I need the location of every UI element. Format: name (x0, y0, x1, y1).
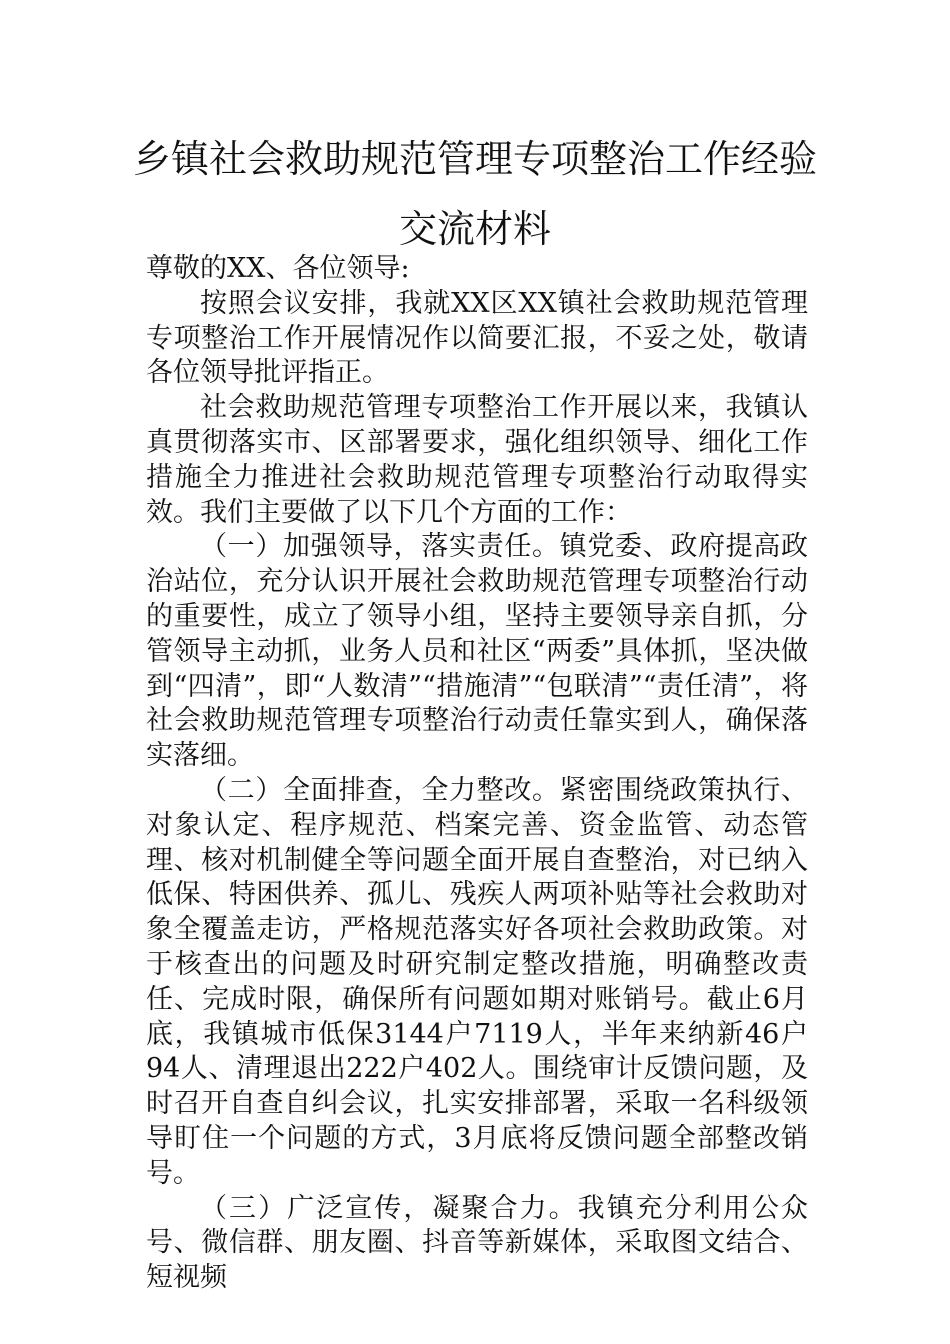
document-title-line-2: 交流材料 (398, 207, 551, 251)
paragraph-section-1: （一）加强领导，落实责任。镇党委、政府提高政治站位，充分认识开展社会救助规范管理专项整治行动的重要性，成立了领导小组，坚持主要领导亲自抓，分管领导主动抓，业务人员和社区“两委”具体抓，坚决做到“四清”，即“人数清”“措施清”“包联清”“责任清”，将社会救助规范管理专项整治行动责任靠实到人，确保落实落细。 (146, 531, 808, 772)
paragraph-section-2: （二）全面排查，全力整改。紧密围绕政策执行、对象认定、程序规范、档案完善、资金监管、动态管理、核对机制健全等问题全面开展自查整治，对已纳入低保、特困供养、孤儿、残疾人两项补贴等社会救助对象全覆盖走访，严格规范落实好各项社会救助政策。对于核查出的问题及时研究制定整改措施，明确整改责任、完成时限，确保所有问题如期对账销号。截止6月底，我镇城市低保3144户7119人，半年来纳新46户94人、清理退出222户402人。围绕审计反馈问题，及时召开自查自纠会议，扎实安排部署，采取一名科级领导盯住一个问题的方式，3月底将反馈问题全部整改销号。 (146, 774, 808, 1189)
paragraph-overview: 社会救助规范管理专项整治工作开展以来，我镇认真贯彻落实市、区部署要求，强化组织领导、细化工作措施全力推进社会救助规范管理专项整治行动取得实效。我们主要做了以下几个方面的工作： (146, 392, 808, 528)
paragraph-intro: 按照会议安排，我就XX区XX镇社会救助规范管理专项整治工作开展情况作以简要汇报，不妥之处，敬请各位领导批评指正。 (146, 287, 808, 389)
paragraph-section-3: （三）广泛宣传，凝聚合力。我镇充分利用公众号、微信群、朋友圈、抖音等新媒体，采取图文结合、短视频 (146, 1192, 808, 1294)
salutation: 尊敬的XX、各位领导: (146, 253, 410, 284)
document-title-line-1: 乡镇社会救助规范管理专项整治工作经验 (132, 137, 817, 181)
document-body (146, 252, 808, 1296)
